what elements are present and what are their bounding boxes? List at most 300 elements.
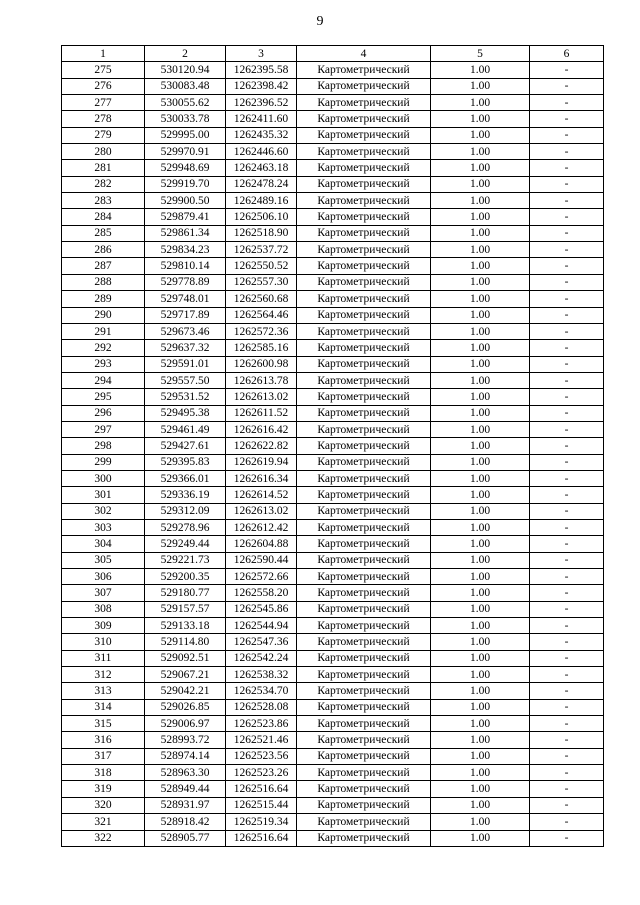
cell-x-coordinate: 528949.44	[145, 781, 226, 797]
cell-accuracy: 1.00	[431, 716, 530, 732]
cell-y-coordinate: 1262590.44	[226, 552, 297, 568]
table-row	[62, 193, 604, 209]
table-row	[62, 732, 604, 748]
cell-note: -	[530, 830, 604, 846]
cell-method: Картометрический	[297, 389, 431, 405]
cell-accuracy: 1.00	[431, 307, 530, 323]
cell-method: Картометрический	[297, 569, 431, 585]
cell-x-coordinate: 530120.94	[145, 62, 226, 78]
cell-method: Картометрический	[297, 242, 431, 258]
cell-point-number: 313	[62, 683, 145, 699]
cell-y-coordinate: 1262611.52	[226, 405, 297, 421]
cell-note: -	[530, 111, 604, 127]
cell-y-coordinate: 1262538.32	[226, 667, 297, 683]
cell-point-number: 286	[62, 242, 145, 258]
table-row	[62, 454, 604, 470]
cell-x-coordinate: 528963.30	[145, 765, 226, 781]
cell-method: Картометрический	[297, 225, 431, 241]
table-row	[62, 438, 604, 454]
cell-accuracy: 1.00	[431, 421, 530, 437]
cell-accuracy: 1.00	[431, 62, 530, 78]
cell-x-coordinate: 529042.21	[145, 683, 226, 699]
cell-accuracy: 1.00	[431, 78, 530, 94]
cell-note: -	[530, 95, 604, 111]
cell-y-coordinate: 1262395.58	[226, 62, 297, 78]
cell-accuracy: 1.00	[431, 438, 530, 454]
cell-y-coordinate: 1262542.24	[226, 650, 297, 666]
cell-method: Картометрический	[297, 323, 431, 339]
cell-y-coordinate: 1262478.24	[226, 176, 297, 192]
cell-accuracy: 1.00	[431, 242, 530, 258]
cell-x-coordinate: 529067.21	[145, 667, 226, 683]
table-row	[62, 716, 604, 732]
cell-accuracy: 1.00	[431, 683, 530, 699]
cell-method: Картометрический	[297, 438, 431, 454]
cell-accuracy: 1.00	[431, 454, 530, 470]
cell-note: -	[530, 421, 604, 437]
cell-method: Картометрический	[297, 127, 431, 143]
cell-point-number: 278	[62, 111, 145, 127]
cell-accuracy: 1.00	[431, 127, 530, 143]
cell-x-coordinate: 529717.89	[145, 307, 226, 323]
cell-method: Картометрический	[297, 601, 431, 617]
table-row	[62, 748, 604, 764]
table-row	[62, 585, 604, 601]
cell-y-coordinate: 1262515.44	[226, 797, 297, 813]
cell-note: -	[530, 585, 604, 601]
page-number: 9	[316, 14, 324, 29]
cell-point-number: 285	[62, 225, 145, 241]
cell-x-coordinate: 529948.69	[145, 160, 226, 176]
cell-method: Картометрический	[297, 176, 431, 192]
cell-x-coordinate: 529133.18	[145, 618, 226, 634]
column-header-y: 3	[226, 46, 297, 62]
cell-x-coordinate: 529461.49	[145, 421, 226, 437]
cell-method: Картометрический	[297, 765, 431, 781]
cell-note: -	[530, 470, 604, 486]
column-header-point: 1	[62, 46, 145, 62]
cell-point-number: 322	[62, 830, 145, 846]
table-row	[62, 176, 604, 192]
cell-x-coordinate: 529879.41	[145, 209, 226, 225]
cell-y-coordinate: 1262521.46	[226, 732, 297, 748]
cell-accuracy: 1.00	[431, 340, 530, 356]
cell-point-number: 295	[62, 389, 145, 405]
cell-note: -	[530, 291, 604, 307]
cell-y-coordinate: 1262411.60	[226, 111, 297, 127]
cell-y-coordinate: 1262550.52	[226, 258, 297, 274]
cell-y-coordinate: 1262537.72	[226, 242, 297, 258]
cell-point-number: 299	[62, 454, 145, 470]
cell-method: Картометрический	[297, 797, 431, 813]
cell-point-number: 307	[62, 585, 145, 601]
cell-x-coordinate: 529557.50	[145, 372, 226, 388]
cell-accuracy: 1.00	[431, 258, 530, 274]
table-row	[62, 765, 604, 781]
cell-point-number: 290	[62, 307, 145, 323]
column-header-x: 2	[145, 46, 226, 62]
cell-method: Картометрический	[297, 454, 431, 470]
cell-point-number: 300	[62, 470, 145, 486]
cell-point-number: 302	[62, 503, 145, 519]
cell-y-coordinate: 1262622.82	[226, 438, 297, 454]
cell-accuracy: 1.00	[431, 667, 530, 683]
cell-x-coordinate: 529395.83	[145, 454, 226, 470]
cell-note: -	[530, 193, 604, 209]
cell-x-coordinate: 529748.01	[145, 291, 226, 307]
cell-method: Картометрический	[297, 372, 431, 388]
cell-method: Картометрический	[297, 470, 431, 486]
cell-accuracy: 1.00	[431, 618, 530, 634]
cell-point-number: 316	[62, 732, 145, 748]
table-row	[62, 209, 604, 225]
cell-y-coordinate: 1262523.26	[226, 765, 297, 781]
cell-note: -	[530, 209, 604, 225]
cell-accuracy: 1.00	[431, 160, 530, 176]
cell-x-coordinate: 528918.42	[145, 814, 226, 830]
cell-y-coordinate: 1262544.94	[226, 618, 297, 634]
table-row	[62, 569, 604, 585]
table-row	[62, 78, 604, 94]
cell-note: -	[530, 487, 604, 503]
table-row	[62, 356, 604, 372]
cell-accuracy: 1.00	[431, 814, 530, 830]
cell-method: Картометрический	[297, 274, 431, 290]
cell-y-coordinate: 1262545.86	[226, 601, 297, 617]
cell-y-coordinate: 1262519.34	[226, 814, 297, 830]
table-row	[62, 421, 604, 437]
cell-note: -	[530, 340, 604, 356]
cell-y-coordinate: 1262572.36	[226, 323, 297, 339]
cell-method: Картометрический	[297, 111, 431, 127]
cell-point-number: 287	[62, 258, 145, 274]
cell-point-number: 312	[62, 667, 145, 683]
cell-point-number: 281	[62, 160, 145, 176]
cell-accuracy: 1.00	[431, 765, 530, 781]
cell-y-coordinate: 1262463.18	[226, 160, 297, 176]
cell-x-coordinate: 529006.97	[145, 716, 226, 732]
cell-x-coordinate: 529900.50	[145, 193, 226, 209]
cell-y-coordinate: 1262523.56	[226, 748, 297, 764]
cell-point-number: 296	[62, 405, 145, 421]
cell-note: -	[530, 176, 604, 192]
cell-note: -	[530, 503, 604, 519]
cell-y-coordinate: 1262612.42	[226, 519, 297, 535]
table-header-row	[62, 46, 604, 62]
table-row	[62, 797, 604, 813]
cell-note: -	[530, 405, 604, 421]
cell-y-coordinate: 1262435.32	[226, 127, 297, 143]
cell-x-coordinate: 529495.38	[145, 405, 226, 421]
table-row	[62, 258, 604, 274]
cell-x-coordinate: 529810.14	[145, 258, 226, 274]
cell-method: Картометрический	[297, 667, 431, 683]
table-row	[62, 291, 604, 307]
cell-point-number: 303	[62, 519, 145, 535]
cell-note: -	[530, 127, 604, 143]
table-row	[62, 144, 604, 160]
cell-accuracy: 1.00	[431, 470, 530, 486]
cell-accuracy: 1.00	[431, 748, 530, 764]
cell-method: Картометрический	[297, 618, 431, 634]
cell-accuracy: 1.00	[431, 291, 530, 307]
cell-method: Картометрический	[297, 716, 431, 732]
cell-accuracy: 1.00	[431, 781, 530, 797]
cell-x-coordinate: 529312.09	[145, 503, 226, 519]
cell-accuracy: 1.00	[431, 634, 530, 650]
cell-note: -	[530, 650, 604, 666]
cell-x-coordinate: 528974.14	[145, 748, 226, 764]
cell-point-number: 298	[62, 438, 145, 454]
cell-note: -	[530, 519, 604, 535]
cell-method: Картометрический	[297, 95, 431, 111]
table-row	[62, 160, 604, 176]
cell-point-number: 317	[62, 748, 145, 764]
cell-x-coordinate: 529114.80	[145, 634, 226, 650]
cell-y-coordinate: 1262616.34	[226, 470, 297, 486]
cell-method: Картометрический	[297, 748, 431, 764]
cell-x-coordinate: 529221.73	[145, 552, 226, 568]
table-row	[62, 781, 604, 797]
cell-point-number: 291	[62, 323, 145, 339]
cell-note: -	[530, 356, 604, 372]
cell-point-number: 320	[62, 797, 145, 813]
cell-y-coordinate: 1262558.20	[226, 585, 297, 601]
cell-method: Картометрический	[297, 634, 431, 650]
cell-method: Картометрический	[297, 503, 431, 519]
cell-method: Картометрический	[297, 650, 431, 666]
cell-x-coordinate: 529336.19	[145, 487, 226, 503]
cell-accuracy: 1.00	[431, 176, 530, 192]
cell-x-coordinate: 529531.52	[145, 389, 226, 405]
cell-method: Картометрический	[297, 291, 431, 307]
cell-method: Картометрический	[297, 536, 431, 552]
cell-point-number: 308	[62, 601, 145, 617]
cell-accuracy: 1.00	[431, 372, 530, 388]
cell-point-number: 314	[62, 699, 145, 715]
cell-note: -	[530, 552, 604, 568]
table-row	[62, 127, 604, 143]
cell-point-number: 315	[62, 716, 145, 732]
cell-note: -	[530, 258, 604, 274]
cell-y-coordinate: 1262564.46	[226, 307, 297, 323]
cell-point-number: 318	[62, 765, 145, 781]
cell-point-number: 279	[62, 127, 145, 143]
cell-x-coordinate: 529834.23	[145, 242, 226, 258]
cell-accuracy: 1.00	[431, 225, 530, 241]
cell-point-number: 311	[62, 650, 145, 666]
cell-y-coordinate: 1262396.52	[226, 95, 297, 111]
cell-point-number: 319	[62, 781, 145, 797]
cell-accuracy: 1.00	[431, 274, 530, 290]
cell-point-number: 321	[62, 814, 145, 830]
cell-note: -	[530, 160, 604, 176]
cell-y-coordinate: 1262398.42	[226, 78, 297, 94]
table-row	[62, 830, 604, 846]
cell-y-coordinate: 1262446.60	[226, 144, 297, 160]
table-row	[62, 95, 604, 111]
cell-note: -	[530, 372, 604, 388]
cell-note: -	[530, 242, 604, 258]
cell-x-coordinate: 529970.91	[145, 144, 226, 160]
cell-y-coordinate: 1262523.86	[226, 716, 297, 732]
table-row	[62, 405, 604, 421]
cell-note: -	[530, 748, 604, 764]
cell-note: -	[530, 62, 604, 78]
cell-method: Картометрический	[297, 699, 431, 715]
cell-x-coordinate: 528931.97	[145, 797, 226, 813]
cell-note: -	[530, 601, 604, 617]
table-row	[62, 503, 604, 519]
cell-method: Картометрический	[297, 421, 431, 437]
cell-accuracy: 1.00	[431, 650, 530, 666]
cell-note: -	[530, 781, 604, 797]
cell-x-coordinate: 529200.35	[145, 569, 226, 585]
cell-method: Картометрический	[297, 160, 431, 176]
cell-method: Картометрический	[297, 814, 431, 830]
cell-y-coordinate: 1262613.02	[226, 389, 297, 405]
cell-method: Картометрический	[297, 209, 431, 225]
cell-note: -	[530, 797, 604, 813]
cell-note: -	[530, 716, 604, 732]
cell-x-coordinate: 530033.78	[145, 111, 226, 127]
cell-method: Картометрический	[297, 519, 431, 535]
cell-point-number: 282	[62, 176, 145, 192]
cell-accuracy: 1.00	[431, 487, 530, 503]
table-body	[62, 62, 604, 847]
cell-accuracy: 1.00	[431, 699, 530, 715]
table-row	[62, 372, 604, 388]
cell-x-coordinate: 529092.51	[145, 650, 226, 666]
cell-note: -	[530, 569, 604, 585]
cell-x-coordinate: 528993.72	[145, 732, 226, 748]
cell-x-coordinate: 529157.57	[145, 601, 226, 617]
cell-method: Картометрический	[297, 144, 431, 160]
cell-method: Картометрический	[297, 781, 431, 797]
cell-y-coordinate: 1262528.08	[226, 699, 297, 715]
cell-note: -	[530, 699, 604, 715]
table-row	[62, 552, 604, 568]
cell-point-number: 284	[62, 209, 145, 225]
cell-method: Картометрический	[297, 405, 431, 421]
table-row	[62, 274, 604, 290]
cell-note: -	[530, 732, 604, 748]
cell-point-number: 277	[62, 95, 145, 111]
cell-x-coordinate: 529919.70	[145, 176, 226, 192]
cell-point-number: 275	[62, 62, 145, 78]
cell-accuracy: 1.00	[431, 209, 530, 225]
cell-y-coordinate: 1262614.52	[226, 487, 297, 503]
table-row	[62, 323, 604, 339]
cell-x-coordinate: 529591.01	[145, 356, 226, 372]
table-row	[62, 487, 604, 503]
cell-note: -	[530, 78, 604, 94]
table-row	[62, 634, 604, 650]
cell-method: Картометрический	[297, 487, 431, 503]
cell-note: -	[530, 323, 604, 339]
cell-accuracy: 1.00	[431, 356, 530, 372]
cell-x-coordinate: 529180.77	[145, 585, 226, 601]
table-row	[62, 225, 604, 241]
table-row	[62, 814, 604, 830]
cell-point-number: 306	[62, 569, 145, 585]
cell-point-number: 309	[62, 618, 145, 634]
cell-method: Картометрический	[297, 683, 431, 699]
table-row	[62, 683, 604, 699]
cell-note: -	[530, 454, 604, 470]
cell-method: Картометрический	[297, 356, 431, 372]
cell-accuracy: 1.00	[431, 323, 530, 339]
cell-method: Картометрический	[297, 62, 431, 78]
table-row	[62, 62, 604, 78]
table-row	[62, 519, 604, 535]
cell-x-coordinate: 529637.32	[145, 340, 226, 356]
cell-point-number: 280	[62, 144, 145, 160]
cell-note: -	[530, 438, 604, 454]
cell-method: Картометрический	[297, 585, 431, 601]
cell-note: -	[530, 307, 604, 323]
cell-method: Картометрический	[297, 552, 431, 568]
cell-note: -	[530, 683, 604, 699]
cell-x-coordinate: 529861.34	[145, 225, 226, 241]
cell-accuracy: 1.00	[431, 503, 530, 519]
cell-accuracy: 1.00	[431, 111, 530, 127]
cell-method: Картометрический	[297, 340, 431, 356]
cell-accuracy: 1.00	[431, 732, 530, 748]
cell-accuracy: 1.00	[431, 536, 530, 552]
cell-x-coordinate: 528905.77	[145, 830, 226, 846]
cell-point-number: 297	[62, 421, 145, 437]
cell-accuracy: 1.00	[431, 95, 530, 111]
column-header-note: 6	[530, 46, 604, 62]
cell-x-coordinate: 529778.89	[145, 274, 226, 290]
cell-y-coordinate: 1262619.94	[226, 454, 297, 470]
cell-note: -	[530, 274, 604, 290]
cell-note: -	[530, 618, 604, 634]
cell-accuracy: 1.00	[431, 193, 530, 209]
cell-accuracy: 1.00	[431, 552, 530, 568]
column-header-accuracy: 5	[431, 46, 530, 62]
cell-accuracy: 1.00	[431, 797, 530, 813]
cell-x-coordinate: 529026.85	[145, 699, 226, 715]
cell-point-number: 293	[62, 356, 145, 372]
cell-point-number: 289	[62, 291, 145, 307]
table-row	[62, 470, 604, 486]
cell-y-coordinate: 1262613.02	[226, 503, 297, 519]
cell-y-coordinate: 1262534.70	[226, 683, 297, 699]
cell-point-number: 304	[62, 536, 145, 552]
cell-note: -	[530, 814, 604, 830]
cell-method: Картометрический	[297, 258, 431, 274]
cell-point-number: 276	[62, 78, 145, 94]
cell-accuracy: 1.00	[431, 144, 530, 160]
cell-point-number: 292	[62, 340, 145, 356]
cell-point-number: 301	[62, 487, 145, 503]
cell-point-number: 310	[62, 634, 145, 650]
table-row	[62, 618, 604, 634]
table-row	[62, 667, 604, 683]
cell-note: -	[530, 144, 604, 160]
cell-y-coordinate: 1262516.64	[226, 830, 297, 846]
cell-y-coordinate: 1262604.88	[226, 536, 297, 552]
table-row	[62, 536, 604, 552]
cell-y-coordinate: 1262600.98	[226, 356, 297, 372]
table-row	[62, 601, 604, 617]
column-header-method: 4	[297, 46, 431, 62]
table-row	[62, 389, 604, 405]
cell-y-coordinate: 1262557.30	[226, 274, 297, 290]
coordinates-table	[61, 45, 604, 847]
